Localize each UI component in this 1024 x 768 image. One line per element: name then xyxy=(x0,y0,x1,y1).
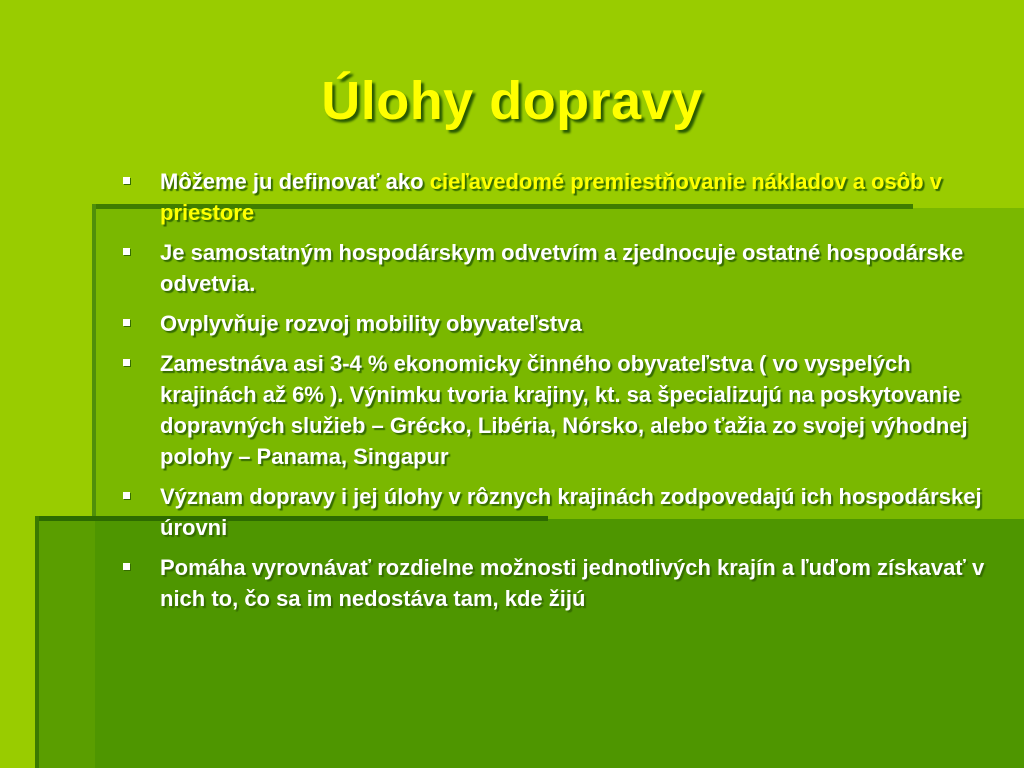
bullet-item xyxy=(118,308,998,339)
bullet-item xyxy=(118,481,998,543)
bullet-text: Význam dopravy i jej úlohy v rôznych krajinách zodpovedajú ich hospodárskej úrovni xyxy=(160,484,982,540)
square-bullet-icon xyxy=(123,563,130,570)
bullet-text: Môžeme ju definovať ako xyxy=(160,169,430,194)
bullet-item xyxy=(118,348,998,472)
bullet-item xyxy=(118,237,998,299)
highlighted-text: cieľavedomé premiestňovanie nákladov a osôb v priestore xyxy=(160,169,942,225)
bullet-item xyxy=(118,552,998,614)
bullet-text: Ovplyvňuje rozvoj mobility obyvateľstva xyxy=(160,311,582,336)
square-bullet-icon xyxy=(123,319,130,326)
slide-title: Úlohy dopravy xyxy=(321,71,703,131)
bullet-item xyxy=(118,166,998,228)
square-bullet-icon xyxy=(123,248,130,255)
square-bullet-icon xyxy=(123,359,130,366)
square-bullet-icon xyxy=(123,177,130,184)
bullet-text: Je samostatným hospodárskym odvetvím a zjednocuje ostatné hospodárske odvetvia. xyxy=(160,240,964,296)
bullet-list xyxy=(118,166,998,623)
square-bullet-icon xyxy=(123,492,130,499)
background-panel-edge xyxy=(35,516,39,768)
bullet-text: Pomáha vyrovnávať rozdielne možnosti jednotlivých krajín a ľuďom získavať v nich to, čo sa im nedostáva tam, kde žijú xyxy=(160,555,985,611)
bullet-text: Zamestnáva asi 3-4 % ekonomicky činného obyvateľstva ( vo vyspelých krajinách až 6% ). Výnimku tvoria krajiny, kt. sa špecializujú na poskytovanie dopravných služieb – Grécko, Libéria, Nórsko, alebo ťažia zo svojej výhodnej polohy – Panama, Singapur xyxy=(160,351,968,469)
